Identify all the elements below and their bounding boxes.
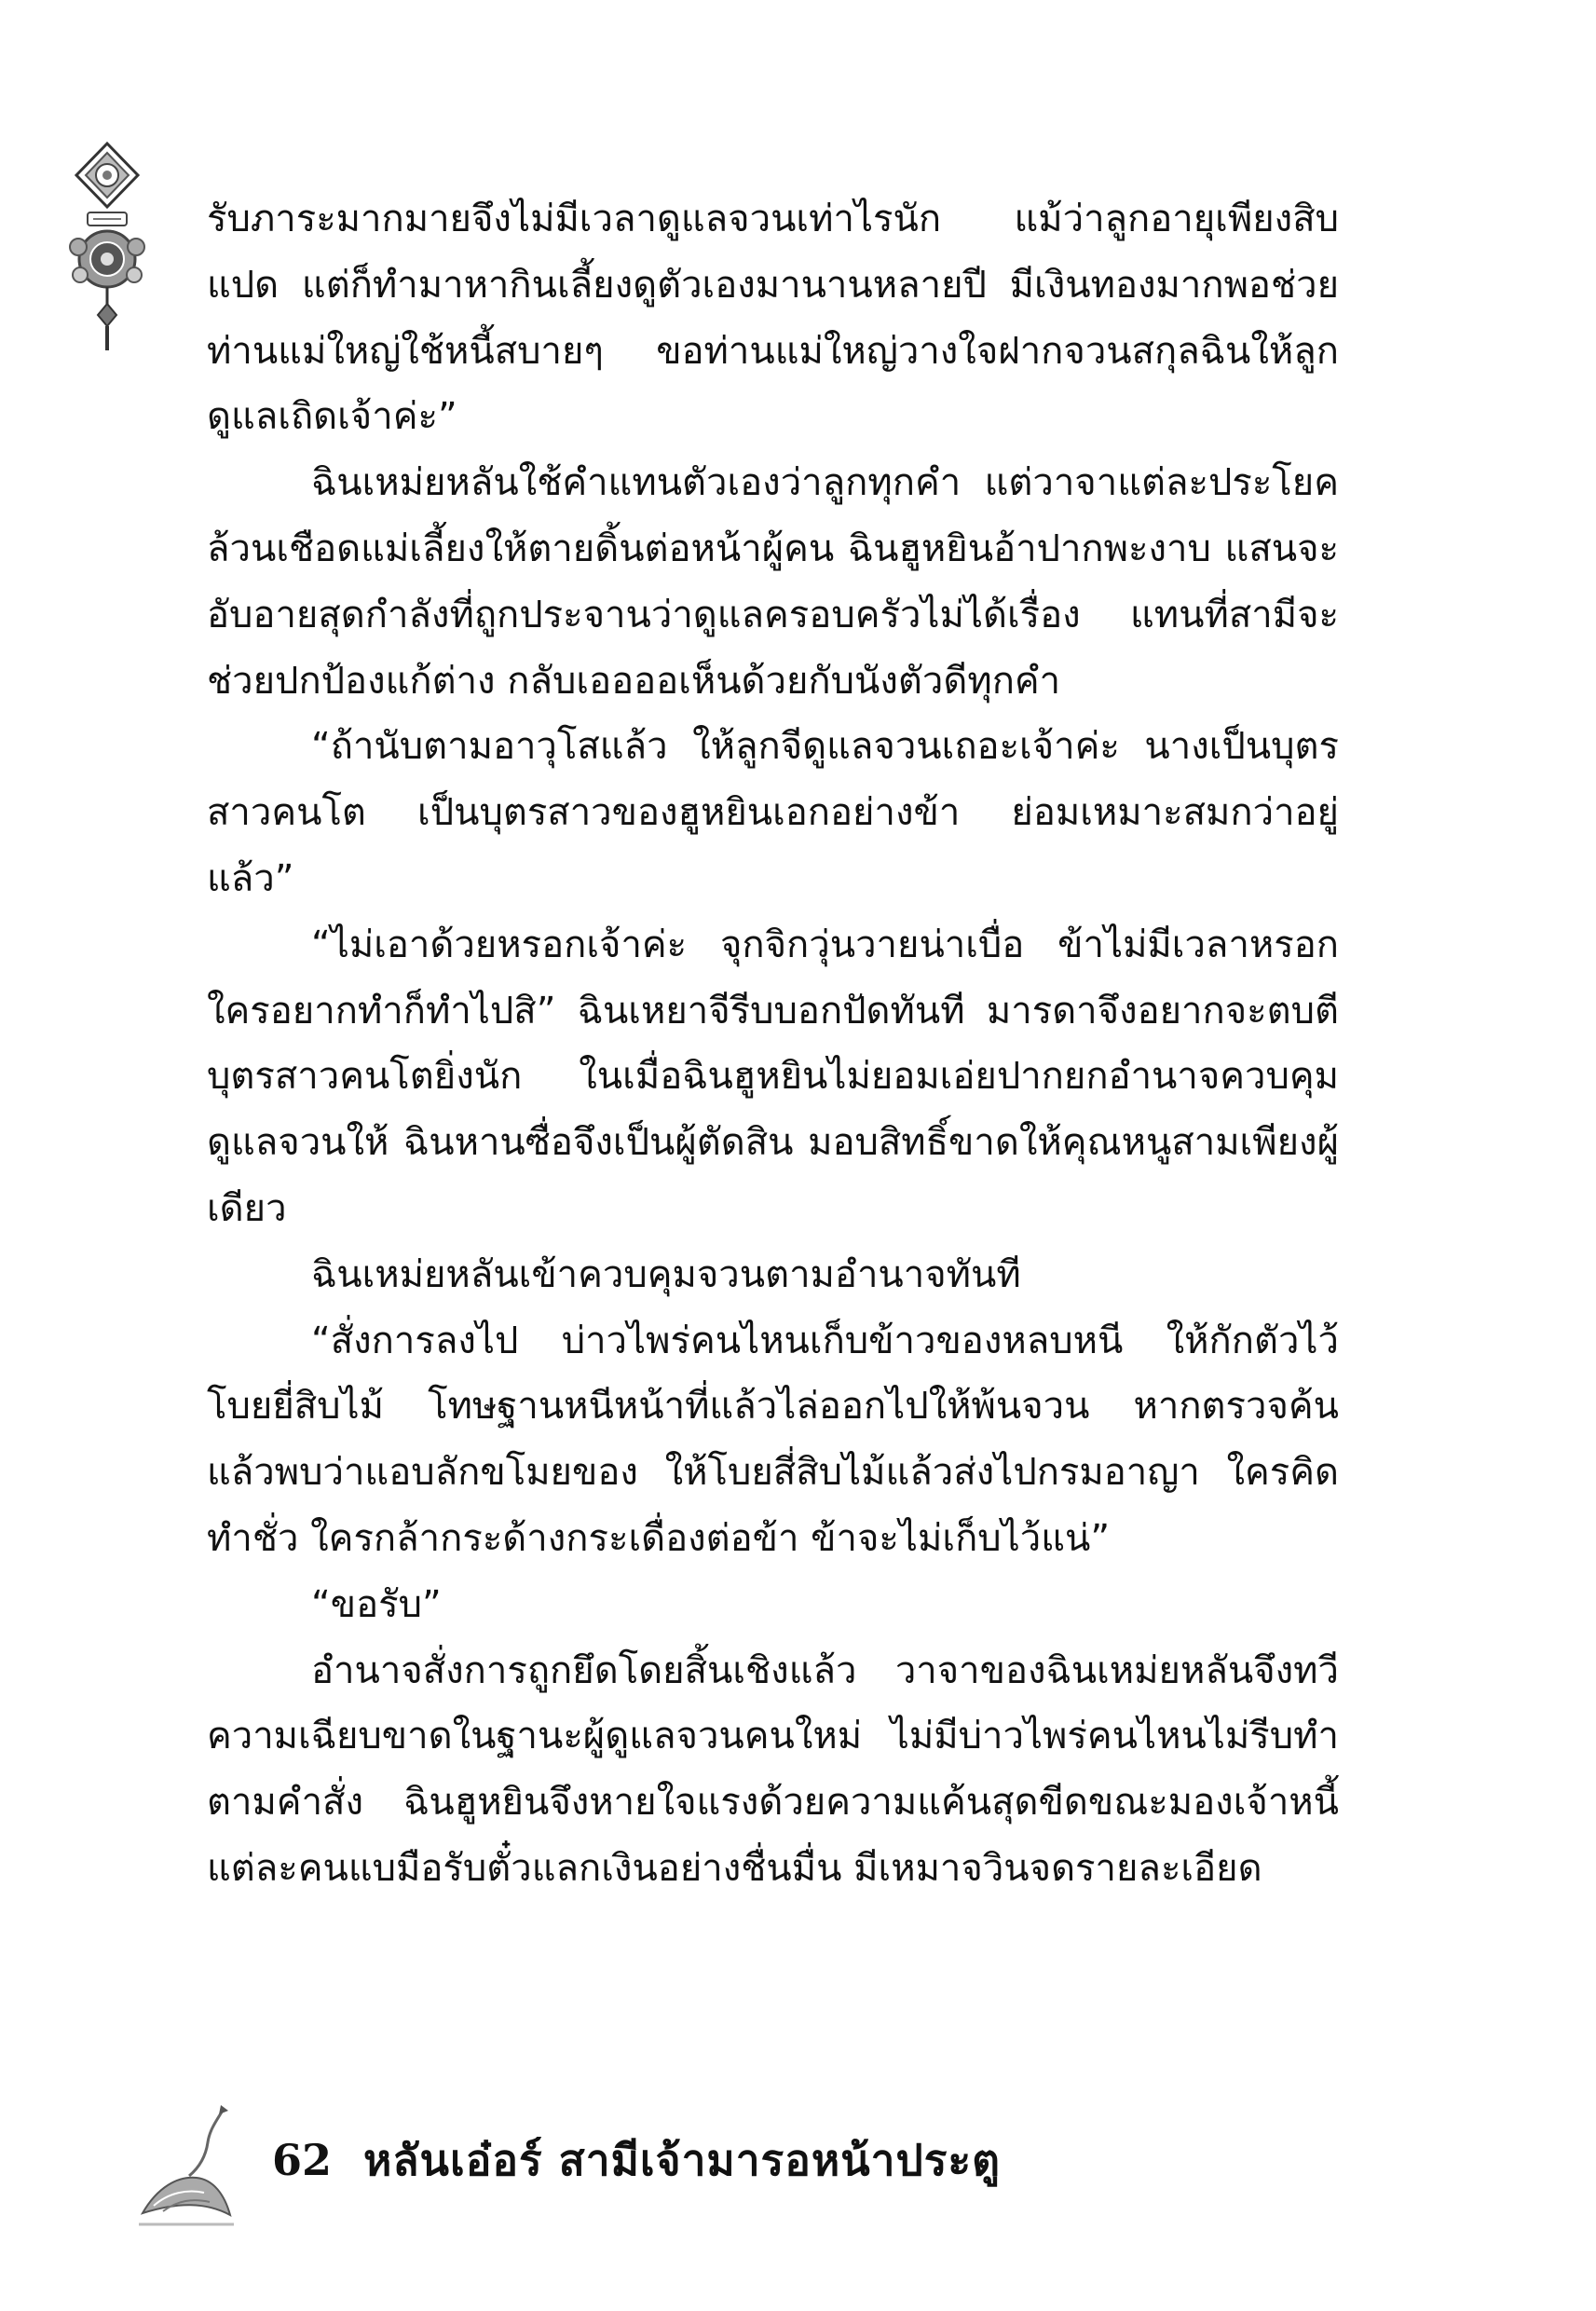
crane-ornament-icon — [135, 2101, 238, 2227]
paragraph: อำนาจสั่งการถูกยึดโดยสิ้นเชิงแล้ว วาจาของฉินเหม่ยหลันจึงทวีความเฉียบขาดในฐานะผู้ดูแลจวนคนใหม่ ไม่มีบ่าวไพร่คนไหนไม่รีบทำตามคำสั่ง ฉินฮูหยินจึงหายใจแรงด้วยความแค้นสุดขีดขณะมองเจ้าหนี้แต่ละคนแบมือรับตั๋วแลกเงินอย่างชื่นมื่น มีเหมาจวินจดรายละเอียด — [207, 1648, 1339, 1890]
paragraph: ฉินเหม่ยหลันใช้คำแทนตัวเองว่าลูกทุกคำ แต่วาจาแต่ละประโยคล้วนเชือดแม่เลี้ยงให้ตายดิ้นต่อหน้าผู้คน ฉินฮูหยินอ้าปากพะงาบ แสนจะอับอายสุดกำลังที่ถูกประจานว่าดูแลครอบครัวไม่ได้เรื่อง แทนที่สามีจะช่วยปกป้องแก้ต่าง กลับเออออเห็นด้วยกับนังตัวดีทุกคำ — [207, 461, 1339, 703]
paragraph: “ถ้านับตามอาวุโสแล้ว ให้ลูกจีดูแลจวนเถอะเจ้าค่ะ นางเป็นบุตรสาวคนโต เป็นบุตรสาวของฮูหยินเอกอย่างข้า ย่อมเหมาะสมกว่าอยู่แล้ว” — [207, 725, 1339, 900]
paragraph: รับภาระมากมายจึงไม่มีเวลาดูแลจวนเท่าไรนัก แม้ว่าลูกอายุเพียงสิบแปด แต่ก็ทำมาหากินเลี้ยงดูตัวเองมานานหลายปี มีเงินทองมากพอช่วยท่านแม่ใหญ่ใช้หนี้สบายๆ ขอท่านแม่ใหญ่วางใจฝากจวนสกุลฉินให้ลูกดูแลเถิดเจ้าค่ะ” — [207, 198, 1339, 439]
paragraph: “สั่งการลงไป บ่าวไพร่คนไหนเก็บข้าวของหลบหนี ให้กักตัวไว้โบยยี่สิบไม้ โทษฐานหนีหน้าที่แล้วไล่ออกไปให้พ้นจวน หากตรวจค้นแล้วพบว่าแอบลักขโมยของ ให้โบยสี่สิบไม้แล้วส่งไปกรมอาญา ใครคิดทำชั่ว ใครกล้ากระด้างกระเดื่องต่อข้า ข้าจะไม่เก็บไว้แน่” — [207, 1319, 1339, 1560]
page-number: 62 — [272, 2135, 333, 2185]
paragraph: “ไม่เอาด้วยหรอกเจ้าค่ะ จุกจิกวุ่นวายน่าเบื่อ ข้าไม่มีเวลาหรอกใครอยากทำก็ทำไปสิ” ฉินเหยาจีรีบบอกปัดทันที มารดาจึงอยากจะตบตีบุตรสาวคนโตยิ่งนัก ในเมื่อฉินฮูหยินไม่ยอมเอ่ยปากยกอำนาจควบคุมดูแลจวนให้ ฉินหานซื่อจึงเป็นผู้ตัดสิน มอบสิทธิ์ขาดให้คุณหนูสามเพียงผู้เดียว — [207, 923, 1339, 1230]
book-title: หลันเอ๋อร์ สามีเจ้ามารอหน้าประตู — [363, 2135, 1001, 2185]
page-footer — [272, 2126, 1001, 2192]
body-text — [207, 186, 1339, 1902]
paragraph: “ขอรับ” — [311, 1582, 442, 1626]
paragraph: ฉินเหม่ยหลันเข้าควบคุมจวนตามอำนาจทันที — [311, 1252, 1021, 1296]
chinese-ornament-icon — [65, 140, 149, 354]
